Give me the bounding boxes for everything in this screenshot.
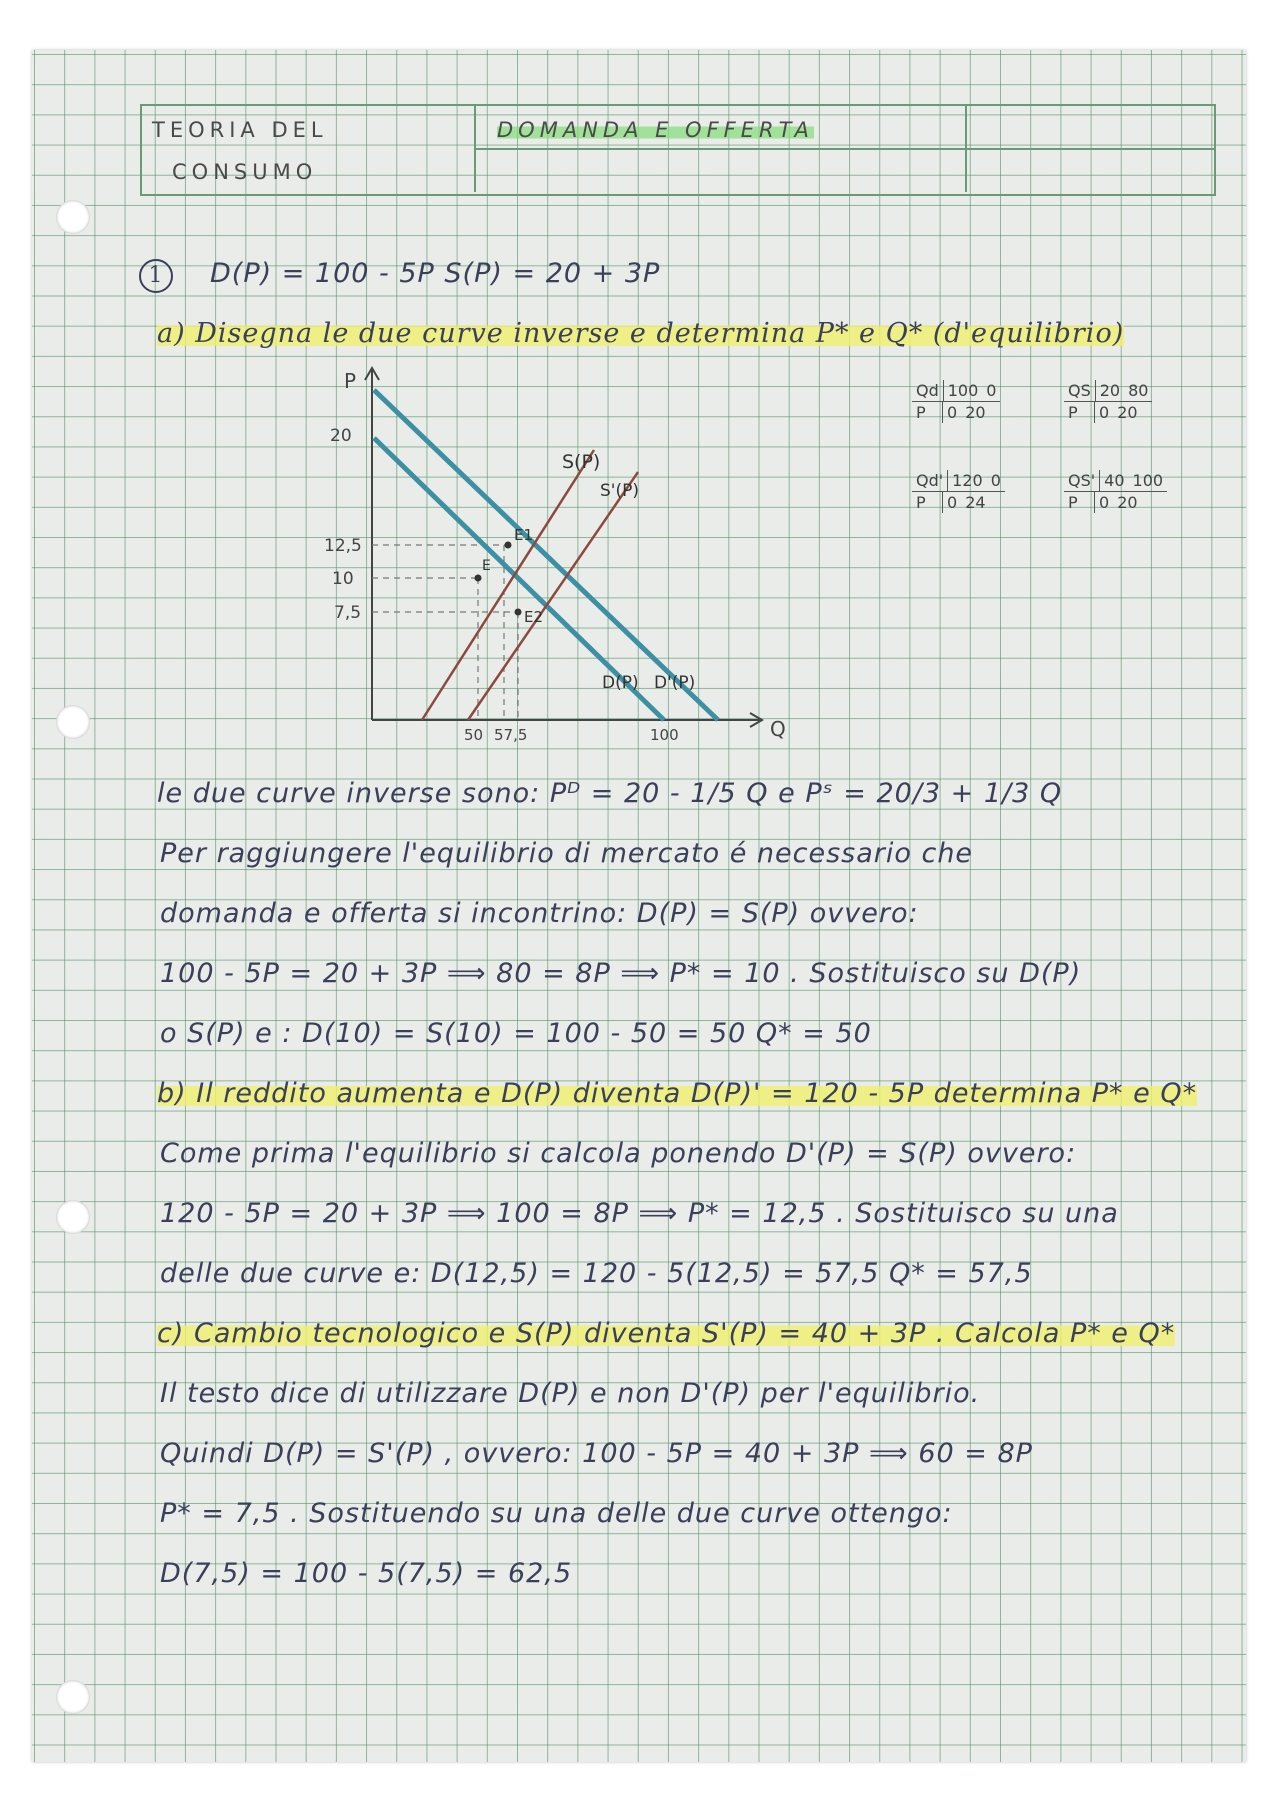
point-e2-label: E2 [524,608,544,626]
part-b-prompt: b) Il reddito aumenta e D(P) diventa D(P)' = 120 - 5P determina P* e Q* [157,1078,1198,1109]
part-c-prompt: c) Cambio tecnologico e S(P) diventa S'(P) = 40 + 3P . Calcola P* e Q* [157,1318,1176,1349]
text-line: Quindi D(P) = S'(P) , ovvero: 100 - 5P = 40 + 3P ⟹ 60 = 8P [160,1438,1033,1469]
table-supply: QS 20 80 P 0 20 [1064,380,1152,423]
exercise-number [139,258,173,293]
q-tick: 50 [464,726,484,744]
subject-line1: TEORIA DEL [152,118,328,142]
p-tick: 12,5 [324,536,362,556]
topic-title: DOMANDA E OFFERTA [497,118,814,142]
notebook-sheet [32,50,1246,1762]
text-line: delle due curve e: D(12,5) = 120 - 5(12,5) = 57,5 Q* = 57,5 [160,1258,1033,1289]
text-line: Il testo dice di utilizzare D(P) e non D'(P) per l'equilibrio. [160,1378,981,1409]
p-axis-label: P [344,369,357,393]
text-line: Come prima l'equilibrio si calcola ponendo D'(P) = S(P) ovvero: [160,1138,1077,1169]
part-a-prompt: a) Disegna le due curve inverse e determina P* e Q* (d'equilibrio) [157,318,1125,349]
header-divider [474,148,1214,150]
subject-line2: CONSUMO [172,160,318,184]
point-e-label: E [482,558,491,574]
q-tick: 57,5 [494,726,528,744]
p-tick: 10 [332,569,354,589]
equilibrium-point-e [475,575,482,582]
punch-hole [56,1680,90,1714]
exercise-number-circle: 1 [139,259,173,293]
punch-hole [56,705,90,739]
punch-hole [56,1200,90,1234]
punch-hole [56,200,90,234]
text-line: 120 - 5P = 20 + 3P ⟹ 100 = 8P ⟹ P* = 12,5 . Sostituisco su una [160,1198,1119,1229]
supply-label: S(P) [562,451,601,473]
demand-prime-curve [374,390,718,720]
text-line: le due curve inverse sono: Pᴰ = 20 - 1/5 Q e Pˢ = 20/3 + 1/3 Q [157,778,1063,809]
supply-curve [422,450,594,720]
equilibrium-point-e1 [505,542,512,549]
q-axis-label: Q [770,717,786,741]
demand-prime-label: D'(P) [654,673,696,693]
given-functions: D(P) = 100 - 5P S(P) = 20 + 3P [210,258,661,289]
table-demand-prime: Qd' 120 0 P 0 24 [912,470,1005,513]
text-line: o S(P) e : D(10) = S(10) = 100 - 50 = 50 Q* = 50 [160,1018,872,1049]
text-line: D(7,5) = 100 - 5(7,5) = 62,5 [160,1558,573,1589]
demand-label: D(P) [602,673,639,693]
p-tick: 7,5 [334,603,362,623]
point-e1-label: E1 [514,526,534,544]
q-tick: 100 [650,726,679,744]
supply-prime-label: S'(P) [600,481,639,501]
equilibrium-point-e2 [515,609,522,616]
text-line: Per raggiungere l'equilibrio di mercato é necessario che [160,838,974,869]
supply-demand-graph [272,360,912,780]
text-line: 100 - 5P = 20 + 3P ⟹ 80 = 8P ⟹ P* = 10 . Sostituisco su D(P) [160,958,1082,989]
table-demand: Qd 100 0 P 0 20 [912,380,1000,423]
text-line: P* = 7,5 . Sostituendo su una delle due curve ottengo: [160,1498,953,1529]
p-tick: 20 [330,426,352,446]
table-supply-prime: QS' 40 100 P 0 20 [1064,470,1167,513]
text-line: domanda e offerta si incontrino: D(P) = S(P) ovvero: [160,898,919,929]
guide-lines [372,545,520,720]
